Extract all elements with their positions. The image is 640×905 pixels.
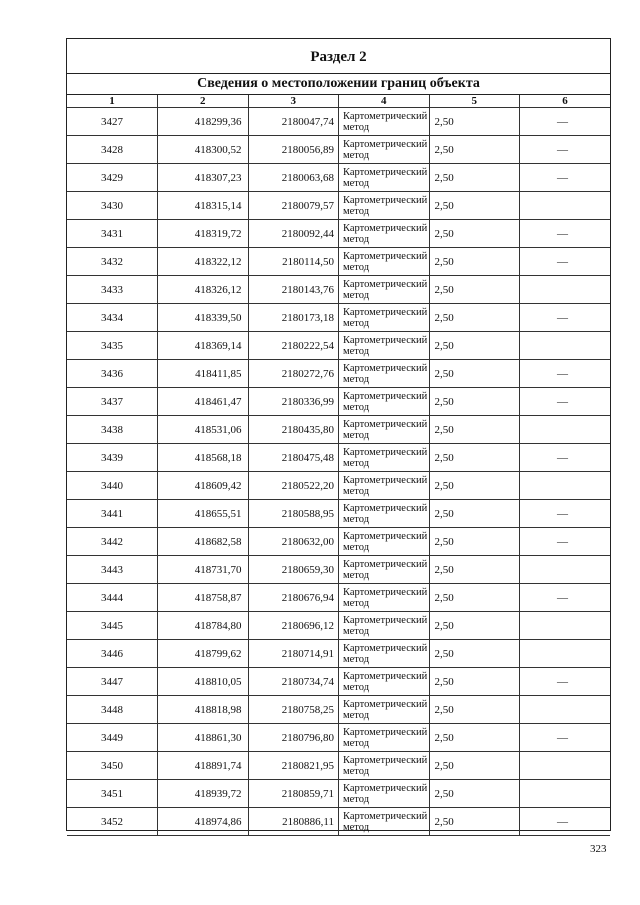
point-number-cell: 3445 — [67, 612, 158, 640]
method-cell — [339, 808, 430, 836]
method-line: метод — [343, 597, 370, 609]
method-line: метод — [343, 317, 370, 329]
method-line: метод — [343, 233, 370, 245]
method-line: метод — [343, 205, 370, 217]
y-coordinate-cell: 2180143,76 — [248, 276, 339, 304]
accuracy-cell: 2,50 — [429, 276, 520, 304]
column-header: 5 — [429, 95, 520, 108]
accuracy-cell: 2,50 — [429, 528, 520, 556]
method-line: метод — [343, 709, 370, 721]
accuracy-cell: 2,50 — [429, 500, 520, 528]
method-line: Картометрический — [343, 726, 428, 738]
accuracy-cell: 2,50 — [429, 556, 520, 584]
y-coordinate-cell: 2180336,99 — [248, 388, 339, 416]
description-cell — [520, 192, 611, 220]
y-coordinate-cell: 2180063,68 — [248, 164, 339, 192]
description-cell: — — [520, 724, 611, 752]
table-row — [67, 696, 610, 724]
accuracy-cell: 2,50 — [429, 696, 520, 724]
table-row — [67, 780, 610, 808]
x-coordinate-cell: 418682,58 — [158, 528, 249, 556]
description-cell — [520, 780, 611, 808]
description-cell: — — [520, 388, 611, 416]
boundary-coordinates-table — [67, 95, 610, 836]
method-line: Картометрический — [343, 362, 428, 374]
accuracy-cell: 2,50 — [429, 248, 520, 276]
x-coordinate-cell: 418307,23 — [158, 164, 249, 192]
description-cell: — — [520, 360, 611, 388]
description-cell — [520, 472, 611, 500]
description-cell: — — [520, 304, 611, 332]
y-coordinate-cell: 2180796,80 — [248, 724, 339, 752]
point-number-cell: 3444 — [67, 584, 158, 612]
method-line: Картометрический — [343, 166, 428, 178]
method-cell — [339, 752, 430, 780]
table-row — [67, 332, 610, 360]
method-cell — [339, 696, 430, 724]
method-cell — [339, 192, 430, 220]
description-cell: — — [520, 668, 611, 696]
method-cell — [339, 528, 430, 556]
method-cell — [339, 220, 430, 248]
method-line: метод — [343, 625, 370, 637]
y-coordinate-cell: 2180522,20 — [248, 472, 339, 500]
table-row — [67, 528, 610, 556]
document-frame — [66, 38, 611, 831]
description-cell: — — [520, 164, 611, 192]
description-cell: — — [520, 248, 611, 276]
method-line: метод — [343, 681, 370, 693]
y-coordinate-cell: 2180734,74 — [248, 668, 339, 696]
point-number-cell: 3449 — [67, 724, 158, 752]
table-row — [67, 668, 610, 696]
accuracy-cell: 2,50 — [429, 108, 520, 136]
section-title: Раздел 2 — [67, 39, 610, 74]
table-row — [67, 248, 610, 276]
point-number-cell: 3443 — [67, 556, 158, 584]
table-row — [67, 164, 610, 192]
method-cell — [339, 332, 430, 360]
column-header-row — [67, 95, 610, 108]
x-coordinate-cell: 418315,14 — [158, 192, 249, 220]
accuracy-cell: 2,50 — [429, 220, 520, 248]
x-coordinate-cell: 418319,72 — [158, 220, 249, 248]
column-header: 6 — [520, 95, 611, 108]
description-cell: — — [520, 584, 611, 612]
y-coordinate-cell: 2180588,95 — [248, 500, 339, 528]
method-line: Картометрический — [343, 670, 428, 682]
y-coordinate-cell: 2180886,11 — [248, 808, 339, 836]
accuracy-cell: 2,50 — [429, 416, 520, 444]
method-line: метод — [343, 261, 370, 273]
y-coordinate-cell: 2180092,44 — [248, 220, 339, 248]
method-cell — [339, 612, 430, 640]
method-line: Картометрический — [343, 334, 428, 346]
method-line: метод — [343, 569, 370, 581]
method-line: Картометрический — [343, 446, 428, 458]
description-cell: — — [520, 528, 611, 556]
method-line: метод — [343, 289, 370, 301]
method-cell — [339, 416, 430, 444]
table-row — [67, 584, 610, 612]
method-line: Картометрический — [343, 418, 428, 430]
column-header: 3 — [248, 95, 339, 108]
accuracy-cell: 2,50 — [429, 388, 520, 416]
accuracy-cell: 2,50 — [429, 780, 520, 808]
column-header: 2 — [158, 95, 249, 108]
method-line: метод — [343, 793, 370, 805]
table-row — [67, 612, 610, 640]
accuracy-cell: 2,50 — [429, 360, 520, 388]
y-coordinate-cell: 2180859,71 — [248, 780, 339, 808]
method-line: метод — [343, 149, 370, 161]
description-cell: — — [520, 808, 611, 836]
method-cell — [339, 248, 430, 276]
method-cell — [339, 164, 430, 192]
table-row — [67, 136, 610, 164]
method-line: Картометрический — [343, 474, 428, 486]
description-cell: — — [520, 136, 611, 164]
method-cell — [339, 388, 430, 416]
x-coordinate-cell: 418799,62 — [158, 640, 249, 668]
point-number-cell: 3429 — [67, 164, 158, 192]
x-coordinate-cell: 418784,80 — [158, 612, 249, 640]
table-row — [67, 808, 610, 836]
method-line: метод — [343, 373, 370, 385]
table-row — [67, 556, 610, 584]
table-row — [67, 304, 610, 332]
description-cell — [520, 276, 611, 304]
x-coordinate-cell: 418810,05 — [158, 668, 249, 696]
x-coordinate-cell: 418369,14 — [158, 332, 249, 360]
method-line: метод — [343, 401, 370, 413]
method-cell — [339, 444, 430, 472]
method-line: метод — [343, 513, 370, 525]
method-line: метод — [343, 485, 370, 497]
table-row — [67, 388, 610, 416]
method-cell — [339, 500, 430, 528]
method-line: Картометрический — [343, 586, 428, 598]
description-cell — [520, 640, 611, 668]
x-coordinate-cell: 418568,18 — [158, 444, 249, 472]
method-line: Картометрический — [343, 642, 428, 654]
point-number-cell: 3452 — [67, 808, 158, 836]
method-line: метод — [343, 121, 370, 133]
x-coordinate-cell: 418339,50 — [158, 304, 249, 332]
method-line: метод — [343, 653, 370, 665]
description-cell — [520, 556, 611, 584]
table-row — [67, 752, 610, 780]
x-coordinate-cell: 418461,47 — [158, 388, 249, 416]
y-coordinate-cell: 2180632,00 — [248, 528, 339, 556]
method-line: Картометрический — [343, 754, 428, 766]
method-line: Картометрический — [343, 698, 428, 710]
accuracy-cell: 2,50 — [429, 192, 520, 220]
table-row — [67, 472, 610, 500]
method-cell — [339, 360, 430, 388]
y-coordinate-cell: 2180435,80 — [248, 416, 339, 444]
point-number-cell: 3434 — [67, 304, 158, 332]
method-line: метод — [343, 765, 370, 777]
table-row — [67, 360, 610, 388]
method-cell — [339, 276, 430, 304]
method-line: Картометрический — [343, 390, 428, 402]
method-cell — [339, 584, 430, 612]
accuracy-cell: 2,50 — [429, 304, 520, 332]
method-cell — [339, 668, 430, 696]
point-number-cell: 3438 — [67, 416, 158, 444]
method-line: Картометрический — [343, 782, 428, 794]
method-line: Картометрический — [343, 278, 428, 290]
description-cell: — — [520, 108, 611, 136]
y-coordinate-cell: 2180676,94 — [248, 584, 339, 612]
point-number-cell: 3451 — [67, 780, 158, 808]
method-cell — [339, 640, 430, 668]
x-coordinate-cell: 418731,70 — [158, 556, 249, 584]
accuracy-cell: 2,50 — [429, 332, 520, 360]
y-coordinate-cell: 2180047,74 — [248, 108, 339, 136]
point-number-cell: 3442 — [67, 528, 158, 556]
y-coordinate-cell: 2180659,30 — [248, 556, 339, 584]
description-cell — [520, 416, 611, 444]
method-line: Картометрический — [343, 558, 428, 570]
x-coordinate-cell: 418818,98 — [158, 696, 249, 724]
description-cell: — — [520, 220, 611, 248]
accuracy-cell: 2,50 — [429, 584, 520, 612]
accuracy-cell: 2,50 — [429, 472, 520, 500]
table-row — [67, 276, 610, 304]
table-row — [67, 220, 610, 248]
method-line: метод — [343, 345, 370, 357]
point-number-cell: 3432 — [67, 248, 158, 276]
y-coordinate-cell: 2180173,18 — [248, 304, 339, 332]
method-line: Картометрический — [343, 222, 428, 234]
method-line: Картометрический — [343, 110, 428, 122]
table-row — [67, 724, 610, 752]
y-coordinate-cell: 2180475,48 — [248, 444, 339, 472]
y-coordinate-cell: 2180714,91 — [248, 640, 339, 668]
x-coordinate-cell: 418609,42 — [158, 472, 249, 500]
x-coordinate-cell: 418326,12 — [158, 276, 249, 304]
point-number-cell: 3450 — [67, 752, 158, 780]
point-number-cell: 3431 — [67, 220, 158, 248]
accuracy-cell: 2,50 — [429, 752, 520, 780]
table-row — [67, 192, 610, 220]
description-cell: — — [520, 444, 611, 472]
point-number-cell: 3446 — [67, 640, 158, 668]
method-cell — [339, 780, 430, 808]
point-number-cell: 3436 — [67, 360, 158, 388]
point-number-cell: 3433 — [67, 276, 158, 304]
method-cell — [339, 724, 430, 752]
y-coordinate-cell: 2180821,95 — [248, 752, 339, 780]
y-coordinate-cell: 2180079,57 — [248, 192, 339, 220]
accuracy-cell: 2,50 — [429, 612, 520, 640]
method-cell — [339, 136, 430, 164]
x-coordinate-cell: 418758,87 — [158, 584, 249, 612]
point-number-cell: 3447 — [67, 668, 158, 696]
method-line: Картометрический — [343, 530, 428, 542]
table-row — [67, 444, 610, 472]
x-coordinate-cell: 418939,72 — [158, 780, 249, 808]
method-line: Картометрический — [343, 306, 428, 318]
y-coordinate-cell: 2180272,76 — [248, 360, 339, 388]
point-number-cell: 3435 — [67, 332, 158, 360]
accuracy-cell: 2,50 — [429, 808, 520, 836]
point-number-cell: 3440 — [67, 472, 158, 500]
column-header: 4 — [339, 95, 430, 108]
table-row — [67, 640, 610, 668]
method-line: Картометрический — [343, 250, 428, 262]
point-number-cell: 3437 — [67, 388, 158, 416]
y-coordinate-cell: 2180222,54 — [248, 332, 339, 360]
method-line: метод — [343, 541, 370, 553]
method-line: Картометрический — [343, 810, 428, 822]
description-cell — [520, 752, 611, 780]
point-number-cell: 3428 — [67, 136, 158, 164]
method-line: метод — [343, 821, 370, 833]
accuracy-cell: 2,50 — [429, 668, 520, 696]
method-line: Картометрический — [343, 194, 428, 206]
y-coordinate-cell: 2180696,12 — [248, 612, 339, 640]
section-subtitle: Сведения о местоположении границ объекта — [67, 74, 610, 95]
method-line: метод — [343, 177, 370, 189]
method-cell — [339, 304, 430, 332]
method-line: метод — [343, 457, 370, 469]
accuracy-cell: 2,50 — [429, 640, 520, 668]
accuracy-cell: 2,50 — [429, 164, 520, 192]
accuracy-cell: 2,50 — [429, 136, 520, 164]
method-cell — [339, 472, 430, 500]
description-cell — [520, 612, 611, 640]
table-row — [67, 108, 610, 136]
x-coordinate-cell: 418861,30 — [158, 724, 249, 752]
x-coordinate-cell: 418300,52 — [158, 136, 249, 164]
point-number-cell: 3439 — [67, 444, 158, 472]
method-cell — [339, 556, 430, 584]
method-line: Картометрический — [343, 138, 428, 150]
y-coordinate-cell: 2180758,25 — [248, 696, 339, 724]
x-coordinate-cell: 418974,86 — [158, 808, 249, 836]
method-line: метод — [343, 429, 370, 441]
method-line: метод — [343, 737, 370, 749]
x-coordinate-cell: 418531,06 — [158, 416, 249, 444]
x-coordinate-cell: 418322,12 — [158, 248, 249, 276]
y-coordinate-cell: 2180056,89 — [248, 136, 339, 164]
x-coordinate-cell: 418655,51 — [158, 500, 249, 528]
point-number-cell: 3441 — [67, 500, 158, 528]
accuracy-cell: 2,50 — [429, 444, 520, 472]
page-number: 323 — [590, 843, 607, 855]
accuracy-cell: 2,50 — [429, 724, 520, 752]
method-line: Картометрический — [343, 614, 428, 626]
y-coordinate-cell: 2180114,50 — [248, 248, 339, 276]
point-number-cell: 3427 — [67, 108, 158, 136]
point-number-cell: 3448 — [67, 696, 158, 724]
table-row — [67, 500, 610, 528]
method-cell — [339, 108, 430, 136]
method-line: Картометрический — [343, 502, 428, 514]
x-coordinate-cell: 418299,36 — [158, 108, 249, 136]
description-cell: — — [520, 500, 611, 528]
point-number-cell: 3430 — [67, 192, 158, 220]
x-coordinate-cell: 418891,74 — [158, 752, 249, 780]
description-cell — [520, 332, 611, 360]
x-coordinate-cell: 418411,85 — [158, 360, 249, 388]
table-row — [67, 416, 610, 444]
column-header: 1 — [67, 95, 158, 108]
description-cell — [520, 696, 611, 724]
